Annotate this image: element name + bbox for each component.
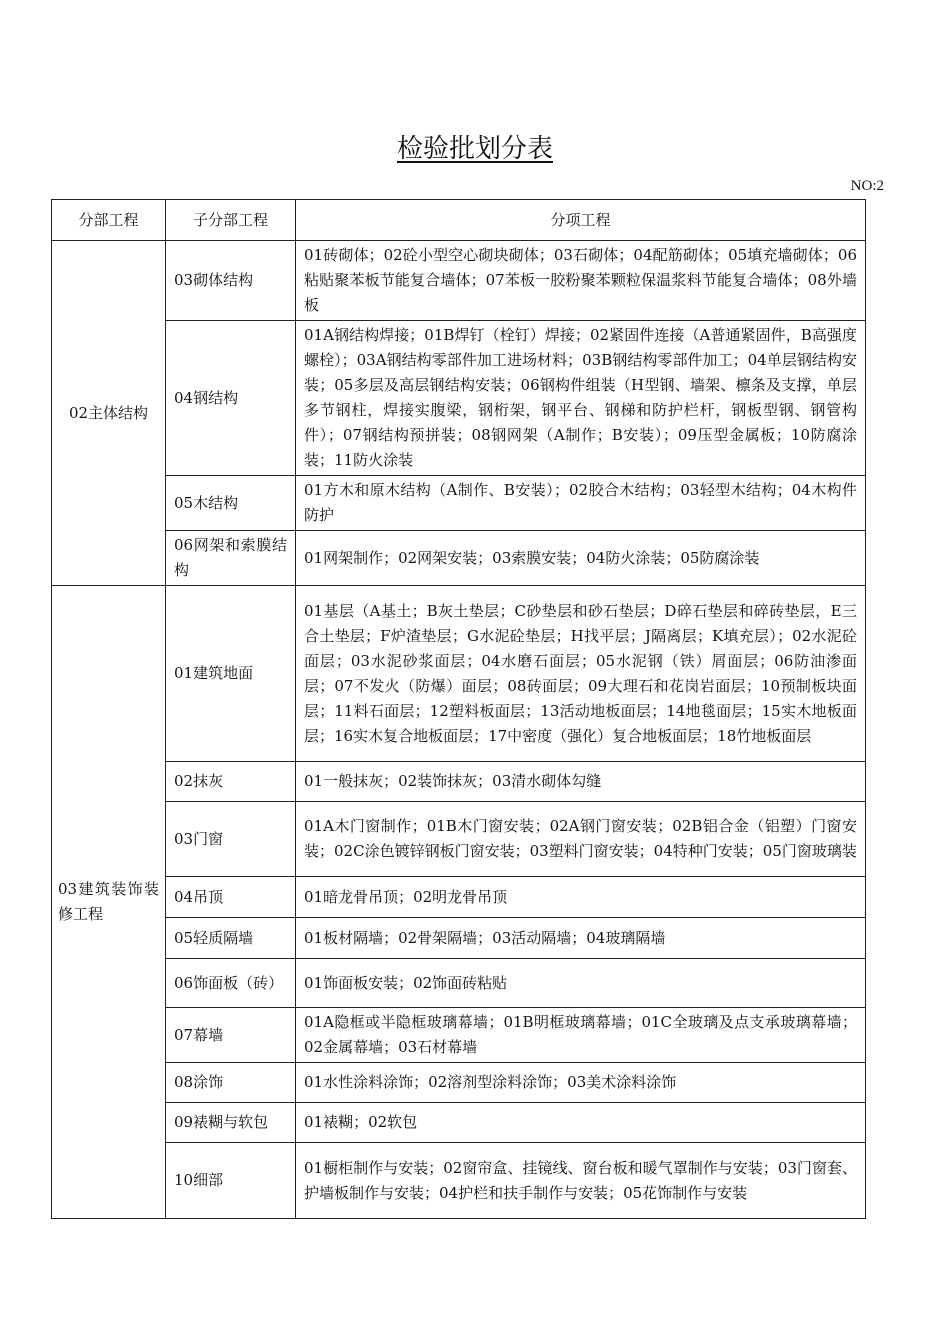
subitem-cell: 01基层（A基土；B灰土垫层；C砂垫层和砂石垫层；D碎石垫层和碎砖垫层，E三合土垫层；F炉渣垫层；G水泥砼垫层；H找平层；J隔离层；K填充层）；02水泥砼面层；03水泥砂浆面层；04水磨石面层；05水泥钢（铁）屑面层；06防油渗面层；07不发火（防爆）面层；08砖面层；09大理石和花岗岩面层；10预制板块面层；11料石面层；12塑料板面层；13活动地板面层；14地毯面层；15实木地板面层；16实木复合地板面层；17中密度（强化）复合地板面层；18竹地板面层	[296, 586, 866, 762]
subitem-cell: 01砖砌体；02砼小型空心砌块砌体；03石砌体；04配筋砌体；05填充墙砌体；06粘贴聚苯板节能复合墙体；07苯板一胶粉聚苯颗粒保温浆料节能复合墙体；08外墙板	[296, 241, 866, 321]
subdivision-cell: 04吊顶	[166, 877, 296, 918]
header-division: 分部工程	[52, 200, 166, 241]
division-cell: 02主体结构	[52, 241, 166, 586]
table-row	[52, 918, 866, 959]
subitem-cell: 01裱糊；02软包	[296, 1103, 866, 1143]
table-row	[52, 1103, 866, 1143]
table-row	[52, 877, 866, 918]
subdivision-cell: 09裱糊与软包	[166, 1103, 296, 1143]
table-row	[52, 1063, 866, 1103]
subdivision-cell: 03砌体结构	[166, 241, 296, 321]
division-cell: 03建筑装饰装修工程	[52, 586, 166, 1219]
table-row	[52, 959, 866, 1008]
subdivision-cell: 10细部	[166, 1143, 296, 1219]
subdivision-cell: 08涂饰	[166, 1063, 296, 1103]
document-number: NO:2	[850, 178, 884, 194]
table-row	[52, 531, 866, 586]
subitem-cell: 01板材隔墙；02骨架隔墙；03活动隔墙；04玻璃隔墙	[296, 918, 866, 959]
table-row	[52, 802, 866, 877]
subitem-cell: 01A隐框或半隐框玻璃幕墙；01B明框玻璃幕墙；01C全玻璃及点支承玻璃幕墙；02金属幕墙；03石材幕墙	[296, 1008, 866, 1063]
subdivision-cell: 01建筑地面	[166, 586, 296, 762]
subdivision-cell: 06网架和索膜结构	[166, 531, 296, 586]
inspection-batch-table	[51, 199, 866, 1219]
subitem-cell: 01暗龙骨吊顶；02明龙骨吊顶	[296, 877, 866, 918]
table-row	[52, 762, 866, 802]
table-header-row	[52, 200, 866, 241]
page-title: 检验批划分表	[396, 134, 553, 164]
subitem-cell: 01橱柜制作与安装；02窗帘盒、挂镜线、窗台板和暖气罩制作与安装；03门窗套、护墙板制作与安装；04护栏和扶手制作与安装；05花饰制作与安装	[296, 1143, 866, 1219]
subdivision-cell: 07幕墙	[166, 1008, 296, 1063]
subdivision-cell: 06饰面板（砖）	[166, 959, 296, 1008]
subitem-cell: 01水性涂料涂饰；02溶剂型涂料涂饰；03美术涂料涂饰	[296, 1063, 866, 1103]
subdivision-cell: 05轻质隔墙	[166, 918, 296, 959]
table-row	[52, 1008, 866, 1063]
table-row	[52, 241, 866, 321]
subdivision-cell: 03门窗	[166, 802, 296, 877]
table-row	[52, 1143, 866, 1219]
table-row	[52, 476, 866, 531]
subitem-cell: 01A木门窗制作；01B木门窗安装；02A钢门窗安装；02B铝合金（铝塑）门窗安装；02C涂色镀锌钢板门窗安装；03塑料门窗安装；04特种门安装；05门窗玻璃装	[296, 802, 866, 877]
table-row	[52, 586, 866, 762]
table-row	[52, 321, 866, 476]
subdivision-cell: 02抹灰	[166, 762, 296, 802]
header-subdivision: 子分部工程	[166, 200, 296, 241]
header-subitem: 分项工程	[296, 200, 866, 241]
subitem-cell: 01A钢结构焊接；01B焊钉（栓钉）焊接；02紧固件连接（A普通紧固件，B高强度螺栓）；03A钢结构零部件加工进场材料；03B钢结构零部件加工；04单层钢结构安装；05多层及高层钢结构安装；06钢构件组装（H型钢、墙架、檩条及支撑，单层多节钢柱，焊接实腹梁，钢桁架，钢平台、钢梯和防护栏杆，钢板型钢、钢管构件）；07钢结构预拼装；08钢网架（A制作；B安装）；09压型金属板；10防腐涂装；11防火涂装	[296, 321, 866, 476]
subdivision-cell: 05木结构	[166, 476, 296, 531]
subitem-cell: 01饰面板安装；02饰面砖粘贴	[296, 959, 866, 1008]
subitem-cell: 01方木和原木结构（A制作、B安装）；02胶合木结构；03轻型木结构；04木构件防护	[296, 476, 866, 531]
subitem-cell: 01网架制作；02网架安装；03索膜安装；04防火涂装；05防腐涂装	[296, 531, 866, 586]
subitem-cell: 01一般抹灰；02装饰抹灰；03清水砌体勾缝	[296, 762, 866, 802]
subdivision-cell: 04钢结构	[166, 321, 296, 476]
